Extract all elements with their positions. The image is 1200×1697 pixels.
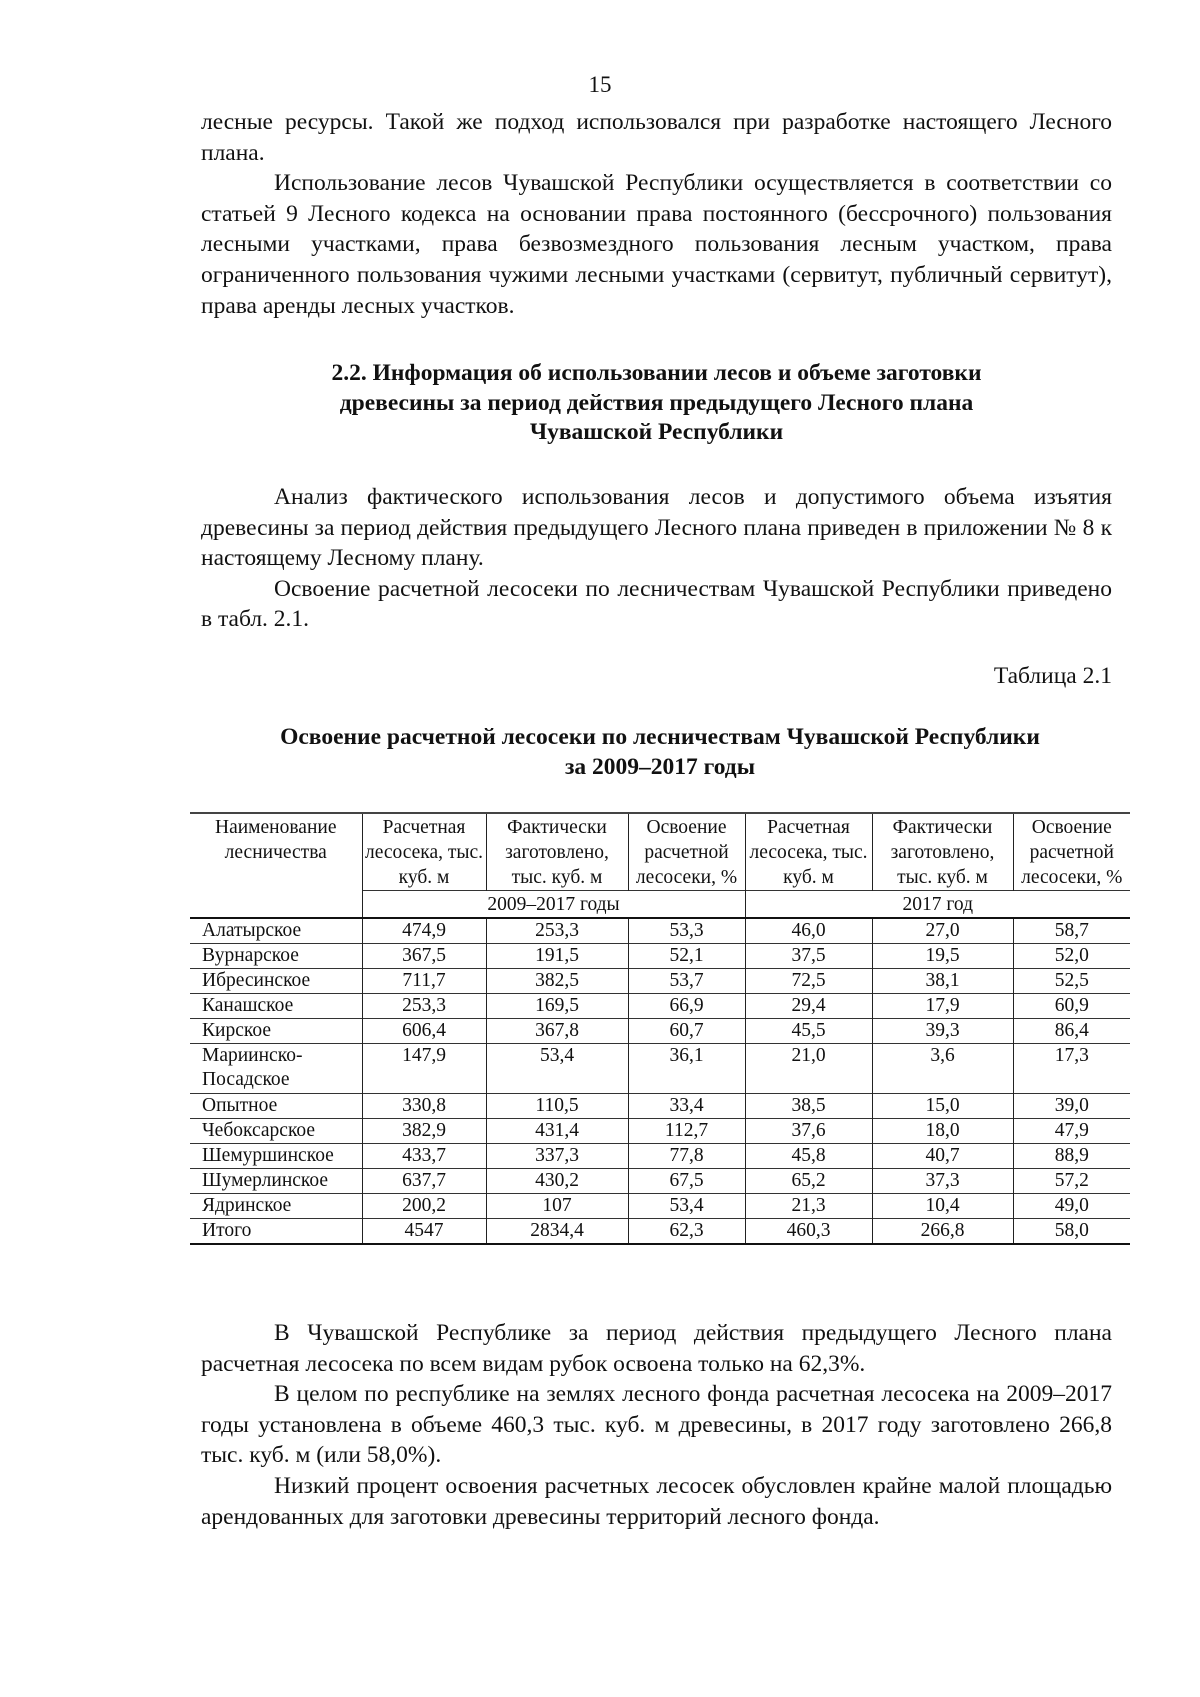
- table-label: Таблица 2.1: [993, 663, 1112, 689]
- cell: 52,1: [628, 944, 745, 969]
- conclusion-text: [201, 1318, 1112, 1532]
- cell: 253,3: [362, 994, 486, 1019]
- cell: 110,5: [486, 1094, 628, 1119]
- cell: 430,2: [486, 1169, 628, 1194]
- cell: 47,9: [1013, 1119, 1130, 1144]
- cell: 52,5: [1013, 969, 1130, 994]
- forestry-name: Вурнарское: [190, 944, 362, 969]
- cell: 18,0: [872, 1119, 1013, 1144]
- table-title: [190, 723, 1130, 782]
- cell: 60,7: [628, 1019, 745, 1044]
- cell: 33,4: [628, 1094, 745, 1119]
- table-row: [190, 1194, 1130, 1219]
- cell: 53,4: [628, 1194, 745, 1219]
- header-percent-2009-2017: Освоение расчетной лесосеки, %: [628, 813, 745, 891]
- cell: 191,5: [486, 944, 628, 969]
- cell: 38,1: [872, 969, 1013, 994]
- table-row: [190, 1094, 1130, 1119]
- forestry-name: Шемуршинское: [190, 1144, 362, 1169]
- cell: 266,8: [872, 1219, 1013, 1245]
- cell: 38,5: [745, 1094, 872, 1119]
- forestry-name: Мариинско-Посадское: [190, 1044, 362, 1094]
- intro-paragraph-1: лесные ресурсы. Такой же подход использовался при разработке настоящего Лесного плана.: [201, 109, 1112, 166]
- cell: 4547: [362, 1219, 486, 1245]
- cell: 37,3: [872, 1169, 1013, 1194]
- cell: 37,6: [745, 1119, 872, 1144]
- forestry-name: Кирское: [190, 1019, 362, 1044]
- forestry-name: Шумерлинское: [190, 1169, 362, 1194]
- conclusion-paragraph-2: В целом по республике на землях лесного фонда расчетная лесосека на 2009–2017 годы установлена в объеме 460,3 тыс. куб. м древесины, в 2017 году заготовлено 266,8 тыс. куб. м (или 58,0%).: [201, 1381, 1112, 1469]
- section-heading-line-3: Чувашской Республики: [529, 419, 784, 445]
- table-row: [190, 1144, 1130, 1169]
- intro-paragraph-2: Использование лесов Чувашской Республики осуществляется в соответствии со статьей 9 Лесного кодекса на основании права постоянного (бессрочного) пользования лесными участками, права безвозмездного пользования лесным участком, права ограниченного пользования чужими лесными участками (сервитут, публичный сервитут), права аренды лесных участков.: [201, 170, 1112, 319]
- cell: 711,7: [362, 969, 486, 994]
- cell: 253,3: [486, 918, 628, 944]
- table-row: [190, 1169, 1130, 1194]
- forestry-name: Ядринское: [190, 1194, 362, 1219]
- table-header-row: [190, 813, 1130, 891]
- forestry-name: Ибресинское: [190, 969, 362, 994]
- cell: 40,7: [872, 1144, 1013, 1169]
- header-planned-2017: Расчетная лесосека, тыс. куб. м: [745, 813, 872, 891]
- cell: 10,4: [872, 1194, 1013, 1219]
- cell: 39,0: [1013, 1094, 1130, 1119]
- section-paragraph-1: Анализ фактического использования лесов и допустимого объема изъятия древесины за период действия предыдущего Лесного плана приведен в приложении № 8 к настоящему Лесному плану.: [201, 484, 1112, 572]
- conclusion-paragraph-3: Низкий процент освоения расчетных лесосек обусловлен крайне малой площадью арендованных для заготовки древесины территорий лесного фонда.: [201, 1472, 1112, 1530]
- section-text: [201, 482, 1112, 635]
- conclusion-paragraph-1: В Чувашской Республике за период действия предыдущего Лесного плана расчетная лесосека по всем видам рубок освоена только на 62,3%.: [201, 1320, 1112, 1377]
- cell: 27,0: [872, 918, 1013, 944]
- cell: 147,9: [362, 1044, 486, 1094]
- cell: 52,0: [1013, 944, 1130, 969]
- cell: 72,5: [745, 969, 872, 994]
- cell: 77,8: [628, 1144, 745, 1169]
- cell: 53,3: [628, 918, 745, 944]
- cell: 382,9: [362, 1119, 486, 1144]
- harvest-table: [190, 812, 1130, 1245]
- page-number: 15: [588, 72, 612, 97]
- cell: 17,3: [1013, 1044, 1130, 1094]
- cell: 60,9: [1013, 994, 1130, 1019]
- cell: 431,4: [486, 1119, 628, 1144]
- cell: 86,4: [1013, 1019, 1130, 1044]
- header-percent-2017: Освоение расчетной лесосеки, %: [1013, 813, 1130, 891]
- header-actual-2009-2017: Фактически заготовлено, тыс. куб. м: [486, 813, 628, 891]
- cell: 367,5: [362, 944, 486, 969]
- cell: 67,5: [628, 1169, 745, 1194]
- cell: 53,7: [628, 969, 745, 994]
- table-row: [190, 994, 1130, 1019]
- cell: 58,7: [1013, 918, 1130, 944]
- forestry-name: Итого: [190, 1219, 362, 1245]
- table-row: [190, 918, 1130, 944]
- forestry-name: Опытное: [190, 1094, 362, 1119]
- header-planned-2009-2017: Расчетная лесосека, тыс. куб. м: [362, 813, 486, 891]
- cell: 36,1: [628, 1044, 745, 1094]
- cell: 107: [486, 1194, 628, 1219]
- cell: 433,7: [362, 1144, 486, 1169]
- table-row: [190, 969, 1130, 994]
- cell: 29,4: [745, 994, 872, 1019]
- table-row: [190, 1019, 1130, 1044]
- cell: 169,5: [486, 994, 628, 1019]
- header-actual-2017: Фактически заготовлено, тыс. куб. м: [872, 813, 1013, 891]
- cell: 3,6: [872, 1044, 1013, 1094]
- table-row: [190, 1119, 1130, 1144]
- cell: 474,9: [362, 918, 486, 944]
- table-title-line-2: за 2009–2017 годы: [564, 753, 756, 780]
- forestry-name: Алатырское: [190, 918, 362, 944]
- cell: 58,0: [1013, 1219, 1130, 1245]
- table-row: [190, 944, 1130, 969]
- intro-text: [201, 107, 1112, 321]
- section-paragraph-2: Освоение расчетной лесосеки по лесничествам Чувашской Республики приведено в табл. 2.1.: [201, 575, 1112, 633]
- cell: 57,2: [1013, 1169, 1130, 1194]
- cell: 637,7: [362, 1169, 486, 1194]
- table-title-line-1: Освоение расчетной лесосеки по лесничествам Чувашской Республики: [280, 724, 1040, 750]
- cell: 460,3: [745, 1219, 872, 1245]
- cell: 66,9: [628, 994, 745, 1019]
- cell: 45,5: [745, 1019, 872, 1044]
- cell: 62,3: [628, 1219, 745, 1245]
- table-total-row: [190, 1219, 1130, 1245]
- cell: 21,3: [745, 1194, 872, 1219]
- section-heading-line-1: 2.2. Информация об использовании лесов и объеме заготовки: [331, 360, 982, 386]
- cell: 53,4: [486, 1044, 628, 1094]
- cell: 330,8: [362, 1094, 486, 1119]
- section-heading: [201, 359, 1112, 448]
- cell: 606,4: [362, 1019, 486, 1044]
- period-2017: 2017 год: [745, 891, 1130, 919]
- period-2009-2017: 2009–2017 годы: [362, 891, 745, 919]
- cell: 367,8: [486, 1019, 628, 1044]
- cell: 337,3: [486, 1144, 628, 1169]
- cell: 2834,4: [486, 1219, 628, 1245]
- forestry-name: Канашское: [190, 994, 362, 1019]
- section-heading-line-2: древесины за период действия предыдущего Лесного плана: [339, 389, 974, 416]
- cell: 65,2: [745, 1169, 872, 1194]
- header-forestry-name: Наименование лесничества: [190, 813, 362, 918]
- cell: 21,0: [745, 1044, 872, 1094]
- cell: 49,0: [1013, 1194, 1130, 1219]
- cell: 17,9: [872, 994, 1013, 1019]
- cell: 45,8: [745, 1144, 872, 1169]
- cell: 15,0: [872, 1094, 1013, 1119]
- forestry-name: Чебоксарское: [190, 1119, 362, 1144]
- cell: 200,2: [362, 1194, 486, 1219]
- cell: 37,5: [745, 944, 872, 969]
- table-row: [190, 1044, 1130, 1094]
- cell: 39,3: [872, 1019, 1013, 1044]
- cell: 112,7: [628, 1119, 745, 1144]
- cell: 382,5: [486, 969, 628, 994]
- cell: 46,0: [745, 918, 872, 944]
- cell: 19,5: [872, 944, 1013, 969]
- cell: 88,9: [1013, 1144, 1130, 1169]
